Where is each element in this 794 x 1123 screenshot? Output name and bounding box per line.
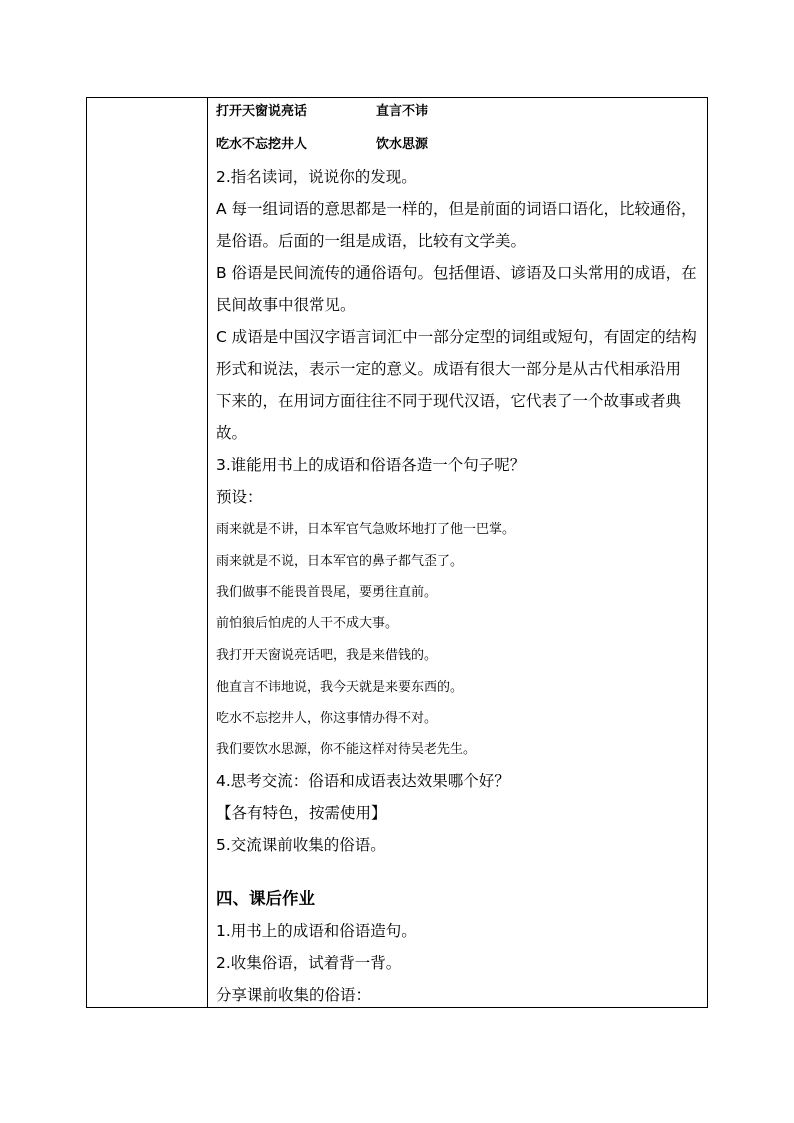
- idiom-colloquial: 吃水不忘挖井人: [216, 137, 308, 152]
- example-sentence: 我打开天窗说亮话吧，我是来借钱的。: [216, 648, 438, 663]
- homework-heading: 四、课后作业: [216, 889, 315, 908]
- step2-title: 2.指名读词，说说你的发现。: [216, 168, 417, 186]
- answer-c-line1: C 成语是中国汉字语言词汇中一部分定型的词组或短句，有固定的结构: [216, 328, 697, 346]
- answer-c-line2: 形式和说法，表示一定的意义。成语有很大一部分是从古代相承沿用: [216, 360, 682, 378]
- preset-label: 预设：: [216, 488, 263, 506]
- idiom-literary: 饮水思源: [376, 137, 429, 152]
- lesson-table: [86, 97, 708, 1008]
- example-sentence: 我们做事不能畏首畏尾，要勇往直前。: [216, 585, 438, 600]
- share-label: 分享课前收集的俗语：: [216, 986, 372, 1004]
- idiom-colloquial: 打开天窗说亮话: [216, 104, 308, 119]
- idiom-literary: 直言不讳: [376, 104, 429, 119]
- example-sentence: 吃水不忘挖井人，你这事情办得不对。: [216, 711, 438, 726]
- example-sentence: 我们要饮水思源，你不能这样对待吴老先生。: [216, 742, 477, 757]
- step4-title: 4.思考交流：俗语和成语表达效果哪个好？: [216, 772, 510, 790]
- example-sentence: 前怕狼后怕虎的人干不成大事。: [216, 616, 399, 631]
- left-column-cell: [87, 98, 208, 1007]
- step3-title: 3.谁能用书上的成语和俗语各造一个句子呢？: [216, 456, 526, 474]
- answer-c-line3: 下来的，在用词方面往往不同于现代汉语，它代表了一个故事或者典: [216, 392, 682, 410]
- answer-b-line1: B 俗语是民间流传的通俗语句。包括俚语、谚语及口头常用的成语，在: [216, 264, 697, 282]
- answer-a-line2: 是俗语。后面的一组是成语，比较有文学美。: [216, 232, 527, 250]
- homework-item-2: 2.收集俗语，试着背一背。: [216, 954, 402, 972]
- step5-title: 5.交流课前收集的俗语。: [216, 836, 386, 854]
- example-sentence: 雨来就是不讲，日本军官气急败坏地打了他一巴掌。: [216, 522, 516, 537]
- answer-c-line4: 故。: [216, 424, 248, 442]
- example-sentence: 雨来就是不说，日本军官的鼻子都气歪了。: [216, 554, 464, 569]
- answer-b-line2: 民间故事中很常见。: [216, 296, 356, 314]
- step4-answer: 【各有特色，按需使用】: [216, 804, 387, 822]
- idiom-pair-1: [216, 102, 428, 122]
- example-sentence: 他直言不讳地说，我今天就是来要东西的。: [216, 680, 464, 695]
- idiom-pair-2: [216, 135, 428, 155]
- answer-a-line1: A 每一组词语的意思都是一样的，但是前面的词语口语化，比较通俗，: [216, 200, 697, 218]
- homework-item-1: 1.用书上的成语和俗语造句。: [216, 922, 417, 940]
